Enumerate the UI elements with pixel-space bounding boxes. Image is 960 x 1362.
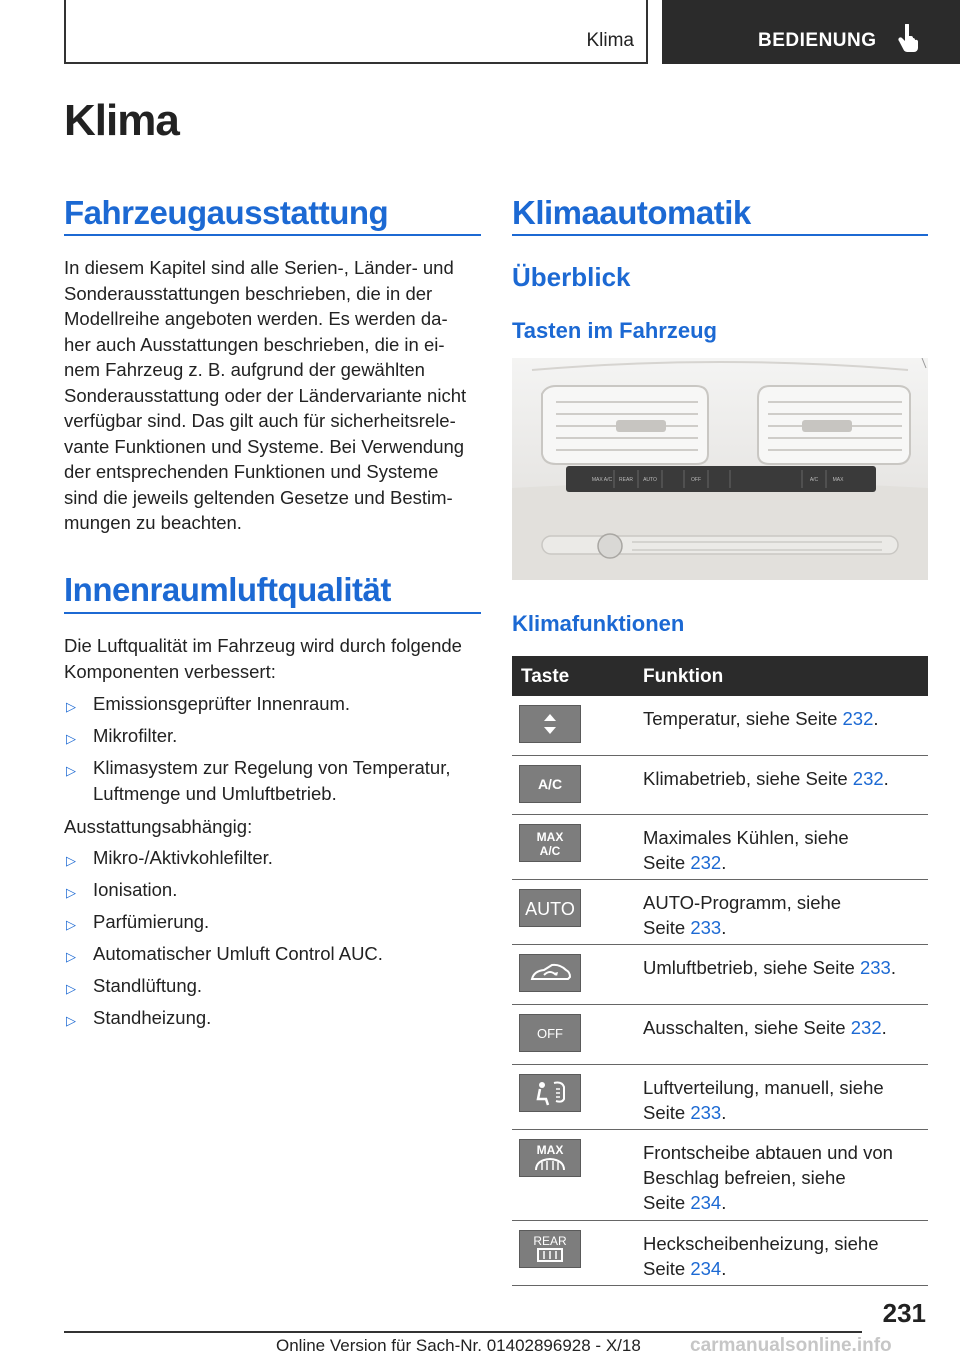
triangle-bullet-icon: ▷ [66,885,76,900]
svg-text:MAX: MAX [536,830,564,844]
table-row [512,1065,928,1130]
heading-tasten-im-fahrzeug: Tasten im Fahrzeug [512,318,717,343]
list-item: ▷ Standheizung. [64,1005,484,1031]
column-header-funktion: Funktion [643,666,724,687]
header-chapter-label: Klima [586,30,634,51]
footer-text: Online Version für Sach-Nr. 01402896928 - X/18 [276,1336,641,1355]
equipment-list [64,845,484,1037]
climate-panel-photo [512,358,928,580]
list-item: ▷ Ionisation. [64,877,484,903]
svg-text:MAX: MAX [536,1143,564,1157]
function-description: Ausschalten, siehe Seite 232. [643,1017,887,1038]
ac-button-icon [519,765,581,803]
equipment-dependent-label: Ausstattungsabhängig: [64,816,253,837]
table-row [512,815,928,880]
triangle-bullet-icon: ▷ [66,949,76,964]
triangle-bullet-icon: ▷ [66,981,76,996]
page-link[interactable]: 232 [842,708,874,729]
function-description: Klimabetrieb, siehe Seite 232. [643,768,889,789]
page-link[interactable]: 232 [850,1017,882,1038]
heading-klimaautomatik: Klimaautomatik [512,194,751,231]
air-quality-intro: Die Luftqualität im Fahrzeug wird durch folgende Komponenten verbessert: [64,635,462,682]
page-link[interactable]: 234 [690,1258,722,1279]
header-section-box [662,0,960,64]
triangle-bullet-icon: ▷ [66,699,76,714]
intro-paragraph: In diesem Kapitel sind alle Serien-, Länder- und Sonderausstattungen beschrieben, die in der Modellreihe angeboten werden. Es werden da- her auch Ausstattungen beschrieben, die in ei- nem Fahrzeug z. B. aufgrund der gewählten Sonderausstattung oder der Ländervariante nicht verfügbar sind. Das gilt auch für sicherheitsrele- vante Funktionen und Systeme. Bei Verwendung der entsprechenden Funktionen und Systeme sind die jeweils geltenden Gesetze und Bestim- mungen zu beachten. [64,257,467,533]
function-description: Heckscheibenheizung, siehe Seite 234. [643,1233,879,1279]
right-air-vent [758,386,910,464]
triangle-bullet-icon: ▷ [66,731,76,746]
air-quality-list [64,691,484,813]
svg-text:A/C: A/C [537,776,563,792]
table-row [512,696,928,756]
climate-button-strip [566,466,876,492]
svg-text:AUTO: AUTO [525,899,575,919]
heading-innenraumluftqualitaet: Innenraumluftqualität [64,571,391,608]
svg-text:REAR: REAR [533,1234,567,1248]
photo-label-rear: REAR [619,477,633,483]
page-link[interactable]: 233 [690,1102,722,1123]
list-item: ▷ Mikrofilter. [64,723,484,749]
function-description: Temperatur, siehe Seite 232. [643,708,879,729]
list-item: ▷ Klimasystem zur Regelung von Temperatur, Luftmenge und Umluftbetrieb. [66,757,451,804]
heading-rule [64,612,481,614]
triangle-bullet-icon: ▷ [66,917,76,932]
function-description: AUTO-Programm, siehe Seite 233. [643,892,842,938]
rear-window-heating-icon [519,1230,581,1268]
list-item: ▷ Parfümierung. [64,909,484,935]
page-link[interactable]: 233 [690,917,722,938]
max-defrost-icon [519,1139,581,1177]
page-number: 231 [882,1298,926,1328]
page-link[interactable]: 233 [859,957,891,978]
svg-text:A/C: A/C [539,844,561,858]
page-link[interactable]: 232 [690,852,722,873]
table-row [512,1221,928,1286]
page-link[interactable]: 232 [852,768,884,789]
table-row [512,945,928,1005]
page-link[interactable]: 234 [690,1192,722,1213]
triangle-bullet-icon: ▷ [66,853,76,868]
triangle-bullet-icon: ▷ [66,1013,76,1028]
header-chapter-box [64,0,648,64]
volume-knob [598,534,622,558]
table-header [512,656,928,696]
heading-fahrzeugausstattung: Fahrzeugausstattung [64,194,389,231]
photo-label-off: OFF [691,477,701,483]
function-description: Frontscheibe abtauen und von Beschlag befreien, siehe Seite 234. [643,1142,893,1213]
heading-rule [512,234,928,236]
temperature-updown-icon [519,705,581,743]
photo-label-auto: AUTO [643,477,657,483]
heading-ueberblick: Überblick [512,262,631,292]
auto-button-icon [519,889,581,927]
list-item: ▷ Standlüftung. [64,973,484,999]
table-row [512,1005,928,1065]
max-ac-button-icon [519,824,581,862]
list-item: ▷ Emissionsgeprüfter Innenraum. [64,691,484,717]
heading-rule [64,234,481,236]
photo-label-max: MAX [832,477,844,483]
left-air-vent [542,386,708,464]
heading-klimafunktionen: Klimafunktionen [512,611,685,636]
triangle-bullet-icon: ▷ [66,763,76,778]
function-description: Umluftbetrieb, siehe Seite 233. [643,957,896,978]
footer-watermark: carmanualsonline.info [690,1335,892,1356]
function-description: Luftverteilung, manuell, siehe Seite 233. [643,1077,884,1123]
pointing-hand-icon [898,24,920,52]
climate-functions-table [512,656,928,1286]
off-button-icon [519,1014,581,1052]
function-description: Maximales Kühlen, siehe Seite 232. [643,827,849,873]
table-row [512,756,928,815]
svg-text:OFF: OFF [537,1026,563,1041]
recirculation-car-icon [519,954,581,992]
table-row [512,880,928,945]
photo-label-ac: A/C [809,477,819,483]
table-row [512,1130,928,1221]
column-header-taste: Taste [521,666,570,687]
photo-label-max-ac: MAX A/C [591,477,613,483]
footer-rule [64,1331,862,1333]
list-item: ▷ Automatischer Umluft Control AUC. [64,941,484,967]
list-item: ▷ Mikro-/Aktivkohlefilter. [64,845,484,871]
page-title: Klima [64,96,179,145]
header-section-label: BEDIENUNG [758,30,877,51]
air-distribution-icon [519,1074,581,1112]
